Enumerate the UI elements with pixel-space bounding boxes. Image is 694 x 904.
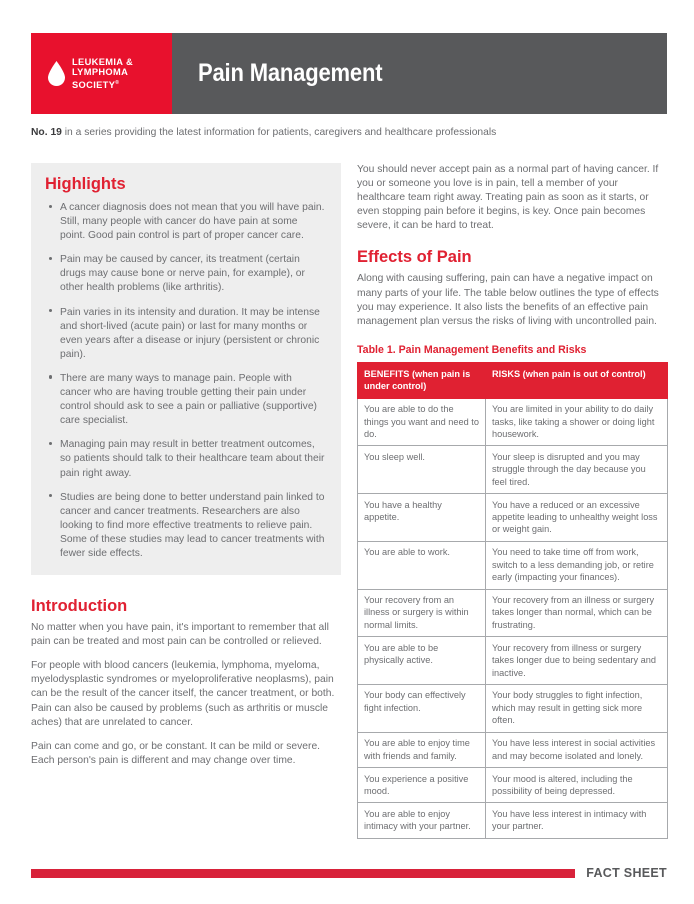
table-row [358,494,668,542]
list-item-text: Pain varies in its intensity and duration. It may be intense and short-lived (acute pain) or last for many months or even years after a disease or injury (persistent or chronic pain). [60,306,320,360]
list-item-text: Studies are being done to better understand pain linked to cancer and cancer treatments. Researchers are also looking to find more effective treatments to relieve pain. Some of these studies may lead to cancer treatments with fewer side effects. [60,491,325,559]
list-item [60,253,325,295]
cell-risk: You are limited in your ability to do daily tasks, like taking a shower or doing light housework. [486,398,668,446]
footer [31,866,667,880]
cell-benefit: You are able to do the things you want and need to do. [358,398,486,446]
bullet-icon [49,442,52,445]
lls-logo-line3: SOCIETY [72,79,116,90]
left-column [31,163,341,768]
table-header-row [358,362,668,398]
table-caption: Table 1. Pain Management Benefits and Risks [357,343,587,356]
effects-of-pain-heading: Effects of Pain [357,248,472,267]
right-column [357,163,667,839]
table-row [358,637,668,685]
column-header-risks: RISKS (when pain is out of control) [486,362,668,398]
cell-risk: Your sleep is disrupted and you may struggle through the day because you feel tired. [486,446,668,494]
cell-risk: You have less interest in social activities and may become isolated and lonely. [486,732,668,767]
title-block [172,33,667,114]
cell-risk: You need to take time off from work, switch to a less demanding job, or retire early (impacting your finances). [486,541,668,589]
bullet-icon [49,257,52,260]
series-number: No. 19 [31,127,62,138]
footer-rule [31,869,575,878]
cell-benefit: Your body can effectively fight infection. [358,684,486,732]
table-row [358,768,668,803]
cell-benefit: You experience a positive mood. [358,768,486,803]
table-row [358,684,668,732]
table-row [358,589,668,637]
cell-benefit: You are able to enjoy intimacy with your partner. [358,803,486,838]
table-row [358,803,668,838]
lead-paragraph: You should never accept pain as a normal part of having cancer. If you or someone you love is in pain, tell a member of your healthcare team right away. Treating pain as soon as it starts, or even stopping pain before it begins, is key. Once pain becomes severe, it can be hard to treat. [357,164,659,232]
masthead [31,33,667,114]
cell-risk: You have a reduced or an excessive appetite leading to unhealthy weight loss or weight gain. [486,494,668,542]
column-header-benefits: BENEFITS (when pain is under control) [358,362,486,398]
blood-droplet-icon [48,61,65,86]
cell-benefit: Your recovery from an illness or surgery is within normal limits. [358,589,486,637]
bullet-icon [49,309,52,312]
benefits-risks-table [357,362,668,839]
list-item-text: Pain may be caused by cancer, its treatment (certain drugs may cause bone or nerve pain, for example), or other health problems (like arthritis). [60,254,305,294]
registered-mark: ® [115,79,120,86]
introduction-paragraph: Pain can come and go, or be constant. It can be mild or severe. Each person's pain is different and may change over time. [31,740,321,766]
bullet-icon [49,375,52,378]
cell-benefit: You are able to work. [358,541,486,589]
introduction-paragraph: For people with blood cancers (leukemia, lymphoma, myeloma, myelodysplastic syndromes or myeloproliferative neoplasms), pain can be the result of the cancer itself, the cancer treatment, or both. Pain can also be caused by problems (such as arthritis or muscle aches) that are unrelated to cancer. [31,660,335,728]
cell-benefit: You are able to be physically active. [358,637,486,685]
cell-risk: Your body struggles to fight infection, which may result in getting sick more often. [486,684,668,732]
highlights-heading: Highlights [45,175,126,193]
cell-benefit: You have a healthy appetite. [358,494,486,542]
page-title: Pain Management [198,59,383,87]
list-item [60,438,325,480]
effects-of-pain-section [357,248,667,328]
list-item-text: There are many ways to manage pain. People with cancer who are having trouble getting their pain under control should ask to see a pain or palliative (supportive) care specialist. [60,372,317,427]
list-item-text: A cancer diagnosis does not mean that you will have pain. Still, many people with cancer do have pain at some point. Good pain control is part of proper cancer care. [60,202,325,242]
lls-logo-line1: LEUKEMIA & [72,56,134,67]
list-item [60,201,325,243]
introduction-heading: Introduction [31,597,128,616]
bullet-icon [49,205,52,208]
list-item [60,491,325,561]
table-row [358,398,668,446]
series-description: in a series providing the latest information for patients, caregivers and healthcare professionals [61,127,497,138]
table-row [358,446,668,494]
highlights-list [45,201,325,561]
cell-risk: Your recovery from illness or surgery takes longer due to being sedentary and inactive. [486,637,668,685]
series-line [31,126,671,140]
cell-risk: Your mood is altered, including the possibility of being depressed. [486,768,668,803]
table-row [358,732,668,767]
cell-risk: You have less interest in intimacy with your partner. [486,803,668,838]
list-item [60,372,325,428]
bullet-icon [49,494,52,497]
cell-risk: Your recovery from an illness or surgery takes longer than normal, which can be frustrating. [486,589,668,637]
list-item [60,306,325,362]
lls-logo-wordmark [72,57,133,91]
lls-logo-line2: LYMPHOMA [72,67,129,78]
cell-benefit: You sleep well. [358,446,486,494]
lls-logo [31,33,172,114]
list-item-text: Managing pain may result in better treatment outcomes, so patients should talk to their healthcare team about their pain right away. [60,439,325,479]
effects-of-pain-paragraph: Along with causing suffering, pain can have a negative impact on many parts of your life. The table below outlines the type of effects you may experience. It also lists the benefits of an effective pain management plan versus the risks of living with uncontrolled pain. [357,273,659,327]
footer-label: FACT SHEET [586,866,667,880]
introduction-paragraph: No matter when you have pain, it's important to remember that all pain can be treated and most pain can be controlled or relieved. [31,622,329,648]
introduction-section [31,597,341,768]
highlights-panel [31,163,341,575]
table-row [358,541,668,589]
cell-benefit: You are able to enjoy time with friends and family. [358,732,486,767]
